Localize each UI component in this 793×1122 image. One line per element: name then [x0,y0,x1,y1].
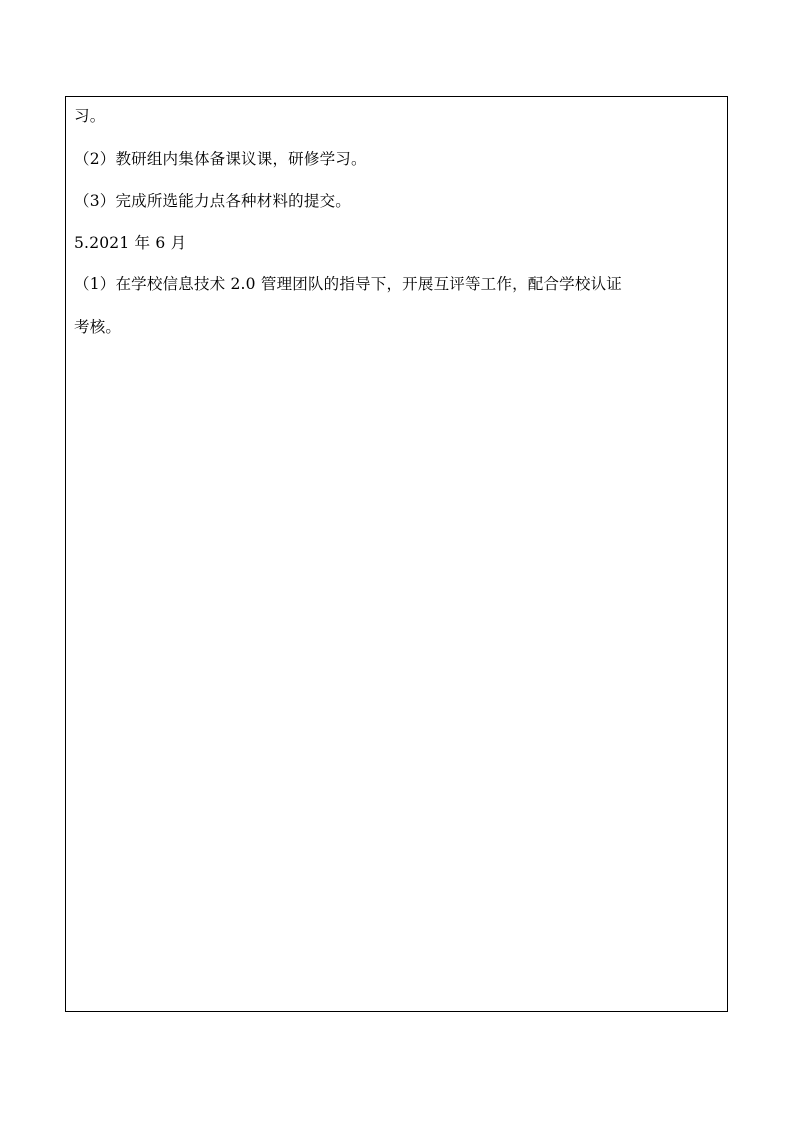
text-line-item-1: （1）在学校信息技术 2.0 管理团队的指导下，开展互评等工作，配合学校认证 [74,275,622,293]
section-heading-june-2021: 5.2021 年 6 月 [74,234,187,252]
text-line-continuation: 习。 [74,107,106,125]
text-line-item-1-continuation: 考核。 [74,318,122,336]
content-table-cell [65,96,728,1012]
text-line-item-3: （3）完成所选能力点各种材料的提交。 [74,192,351,210]
text-line-item-2: （2）教研组内集体备课议课，研修学习。 [74,150,367,168]
